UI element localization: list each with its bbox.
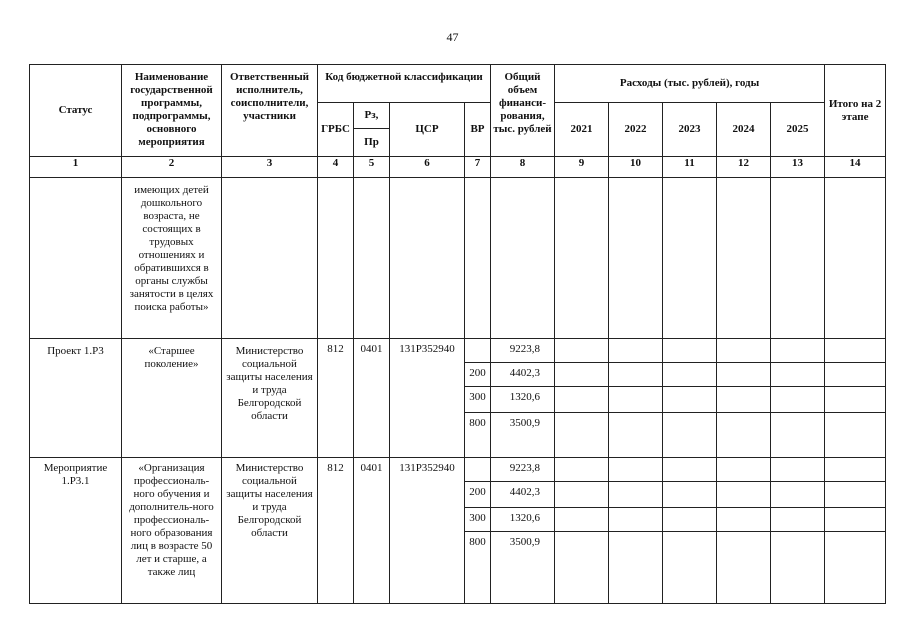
- header-csr: ЦСР: [390, 103, 465, 157]
- measure-vr: 300: [465, 508, 491, 532]
- project-amount: 1320,6: [491, 387, 555, 413]
- col-number: 14: [825, 157, 886, 178]
- col-number: 1: [30, 157, 122, 178]
- header-total: Общий объем финанси-рования, тыс. рублей: [491, 65, 555, 157]
- header-status: Статус: [30, 65, 122, 157]
- measure-name: «Организация профессиональ-ного обучения и дополнитель-ного профессиональ-ного образования лиц в возрасте 50 лет и старше, а также лиц: [122, 458, 222, 604]
- project-csr: 131Р352940: [390, 339, 465, 458]
- measure-status: Мероприятие 1.Р3.1: [30, 458, 122, 604]
- col-number: 8: [491, 157, 555, 178]
- col-number: 5: [354, 157, 390, 178]
- budget-table: [29, 64, 886, 604]
- col-number: 12: [717, 157, 771, 178]
- measure-amount: 3500,9: [491, 532, 555, 604]
- header-expenses: Расходы (тыс. рублей), годы: [555, 65, 825, 103]
- project-total: 9223,8: [491, 339, 555, 363]
- measure-total: 9223,8: [491, 458, 555, 482]
- col-number: 11: [663, 157, 717, 178]
- col-number: 9: [555, 157, 609, 178]
- project-executor: Министерство социальной защиты населения и труда Белгородской области: [222, 339, 318, 458]
- project-vr: 800: [465, 413, 491, 458]
- header-vr: ВР: [465, 103, 491, 157]
- col-number: 3: [222, 157, 318, 178]
- measure-amount: 4402,3: [491, 482, 555, 508]
- header-rz: Рз,: [354, 103, 390, 129]
- header-budget-code: Код бюджетной классификации: [318, 65, 491, 103]
- continuation-name: имеющих детей дошкольного возраста, не состоящих в трудовых отношениях и обратившихся в органы службы занятости в целях поиска работы»: [122, 178, 222, 339]
- col-number: 6: [390, 157, 465, 178]
- project-status: Проект 1.Р3: [30, 339, 122, 458]
- header-itogo: Итого на 2 этапе: [825, 65, 886, 157]
- measure-executor: Министерство социальной защиты населения и труда Белгородской области: [222, 458, 318, 604]
- project-grbs: 812: [318, 339, 354, 458]
- measure-vr: 800: [465, 532, 491, 604]
- header-year-2024: 2024: [717, 103, 771, 157]
- measure-csr: 131Р352940: [390, 458, 465, 604]
- col-number: 4: [318, 157, 354, 178]
- header-grbs: ГРБС: [318, 103, 354, 157]
- measure-amount: 1320,6: [491, 508, 555, 532]
- header-year-2023: 2023: [663, 103, 717, 157]
- continuation-row: [30, 178, 886, 339]
- measure-vr: 200: [465, 482, 491, 508]
- project-rzpr: 0401: [354, 339, 390, 458]
- page-number: 47: [446, 30, 459, 44]
- project-vr: 300: [465, 387, 491, 413]
- measure-row: [30, 458, 886, 482]
- col-number: 13: [771, 157, 825, 178]
- project-amount: 3500,9: [491, 413, 555, 458]
- header-year-2021: 2021: [555, 103, 609, 157]
- col-number: 2: [122, 157, 222, 178]
- column-numbers-row: [30, 157, 886, 178]
- header-year-2025: 2025: [771, 103, 825, 157]
- measure-rzpr: 0401: [354, 458, 390, 604]
- project-vr: 200: [465, 363, 491, 387]
- col-number: 10: [609, 157, 663, 178]
- header-executor: Ответственный исполнитель, соисполнители, участники: [222, 65, 318, 157]
- header-year-2022: 2022: [609, 103, 663, 157]
- measure-grbs: 812: [318, 458, 354, 604]
- col-number: 7: [465, 157, 491, 178]
- header-pr: Пр: [354, 129, 390, 157]
- header-name: Наименование государственной программы, подпрограммы, основного мероприятия: [122, 65, 222, 157]
- project-amount: 4402,3: [491, 363, 555, 387]
- project-row: [30, 339, 886, 363]
- project-name: «Старшее поколение»: [122, 339, 222, 458]
